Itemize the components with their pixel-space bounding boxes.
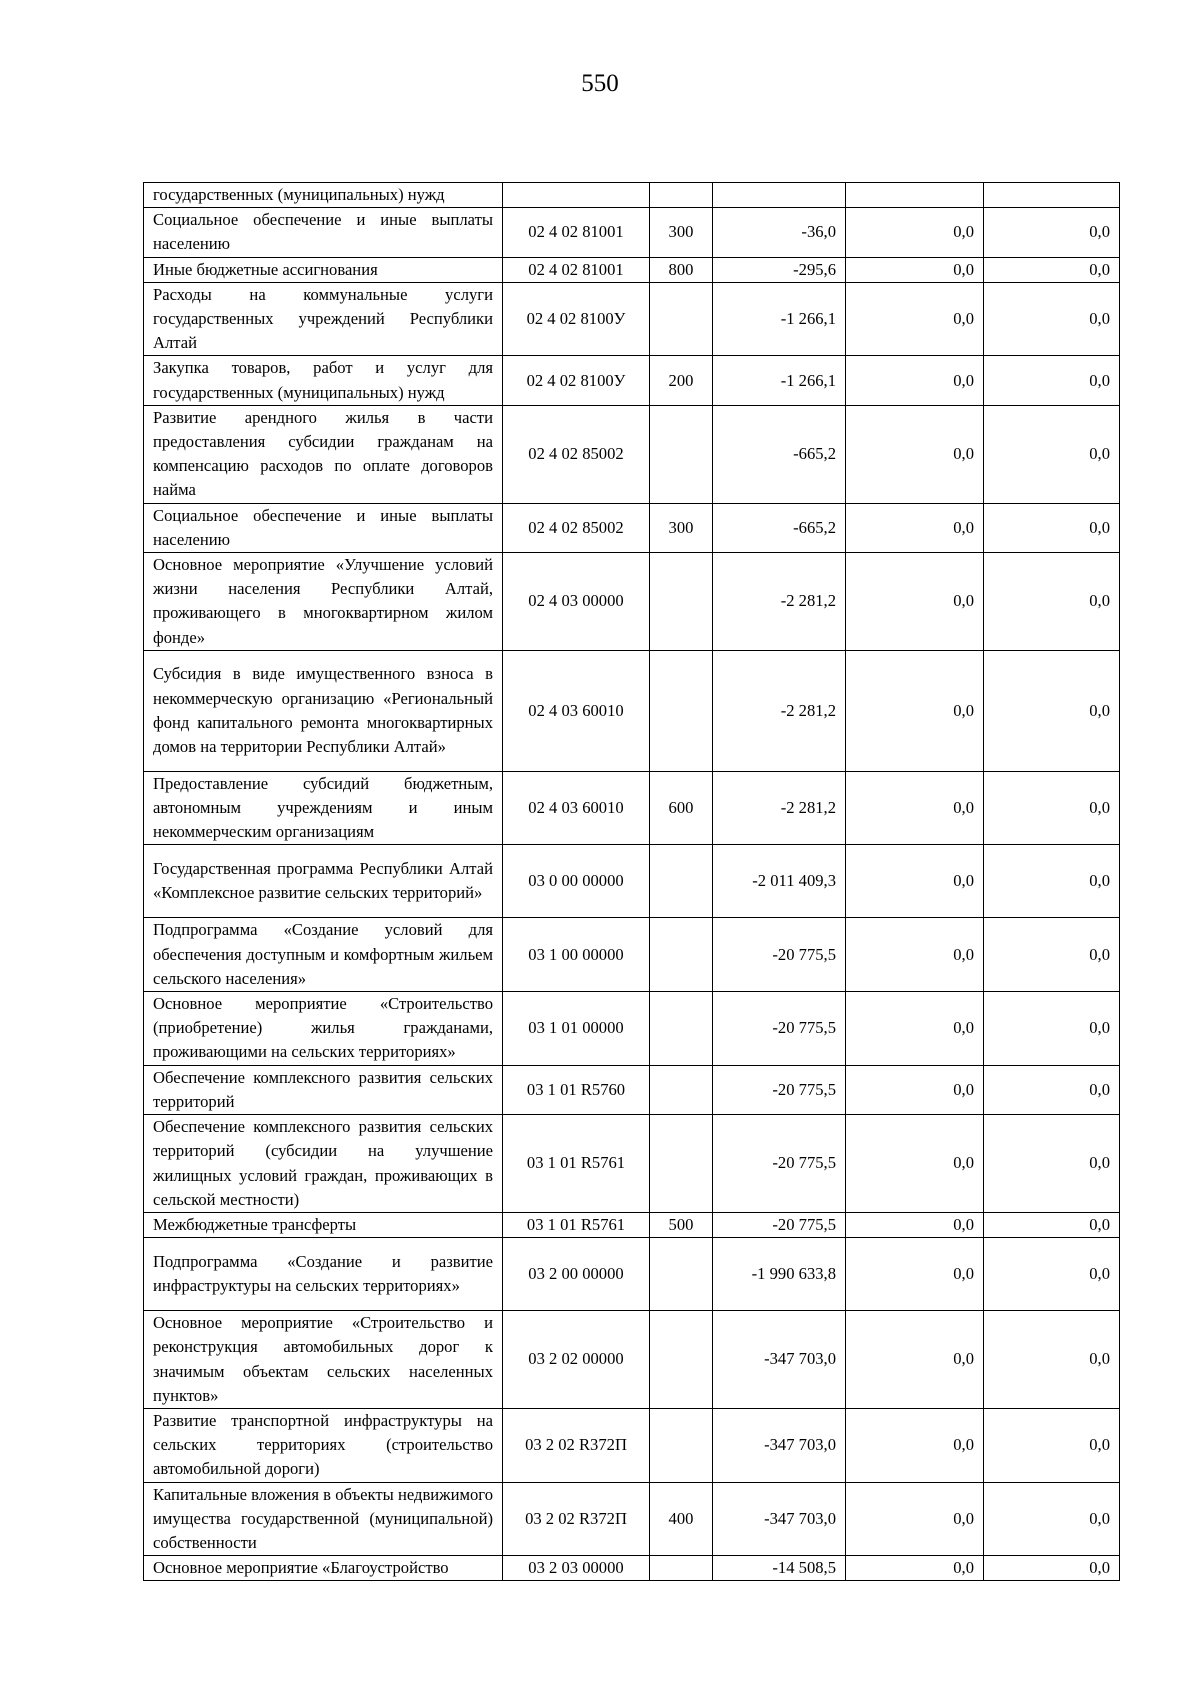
row-code: 02 4 03 60010: [503, 771, 650, 845]
row-code: 02 4 02 8100У: [503, 356, 650, 405]
row-value-2: 0,0: [846, 553, 984, 651]
row-name: государственных (муниципальных) нужд: [144, 183, 503, 208]
table-row: [144, 1238, 1120, 1311]
row-value-2: 0,0: [846, 208, 984, 257]
row-code: 03 2 02 00000: [503, 1311, 650, 1409]
row-code: 03 2 02 R372П: [503, 1408, 650, 1482]
row-value-3: 0,0: [984, 356, 1120, 405]
row-code: 03 1 01 R5761: [503, 1115, 650, 1213]
row-name: Капитальные вложения в объекты недвижимого имущества государственной (муниципальной) собственности: [144, 1482, 503, 1556]
table-row: [144, 257, 1120, 282]
row-value-3: [984, 183, 1120, 208]
row-value-3: 0,0: [984, 282, 1120, 356]
row-value-3: 0,0: [984, 918, 1120, 992]
row-name: Подпрограмма «Создание и развитие инфраструктуры на сельских территориях»: [144, 1238, 503, 1311]
row-code: 03 2 00 00000: [503, 1238, 650, 1311]
row-code: 03 1 01 R5761: [503, 1212, 650, 1237]
row-value-1: [713, 183, 846, 208]
budget-table-body: [144, 183, 1120, 1581]
table-row: [144, 1212, 1120, 1237]
row-name: Основное мероприятие «Улучшение условий жизни населения Республики Алтай, проживающего в многоквартирном жилом фонде»: [144, 553, 503, 651]
row-code: 03 1 00 00000: [503, 918, 650, 992]
row-name: Расходы на коммунальные услуги государственных учреждений Республики Алтай: [144, 282, 503, 356]
table-row: [144, 1408, 1120, 1482]
row-name: Государственная программа Республики Алтай «Комплексное развитие сельских территорий»: [144, 845, 503, 918]
row-value-2: 0,0: [846, 1212, 984, 1237]
row-value-1: -347 703,0: [713, 1408, 846, 1482]
row-value-1: -2 281,2: [713, 650, 846, 771]
row-expense-type: [650, 282, 713, 356]
row-value-2: 0,0: [846, 1482, 984, 1556]
row-value-3: 0,0: [984, 503, 1120, 552]
row-expense-type: [650, 918, 713, 992]
row-name: Обеспечение комплексного развития сельских территорий (субсидии на улучшение жилищных условий граждан, проживающих в сельской местности): [144, 1115, 503, 1213]
row-expense-type: [650, 650, 713, 771]
row-value-3: 0,0: [984, 1482, 1120, 1556]
row-value-1: -2 281,2: [713, 553, 846, 651]
row-value-3: 0,0: [984, 1311, 1120, 1409]
row-value-1: -295,6: [713, 257, 846, 282]
row-expense-type: [650, 992, 713, 1066]
row-code: 02 4 03 00000: [503, 553, 650, 651]
row-value-2: 0,0: [846, 405, 984, 503]
row-expense-type: 300: [650, 208, 713, 257]
table-row: [144, 183, 1120, 208]
row-name: Основное мероприятие «Строительство и реконструкция автомобильных дорог к значимым объектам сельских населенных пунктов»: [144, 1311, 503, 1409]
row-value-2: 0,0: [846, 1556, 984, 1581]
row-name: Основное мероприятие «Благоустройство: [144, 1556, 503, 1581]
row-value-1: -1 990 633,8: [713, 1238, 846, 1311]
table-row: [144, 1556, 1120, 1581]
row-code: [503, 183, 650, 208]
table-row: [144, 992, 1120, 1066]
row-value-2: 0,0: [846, 1311, 984, 1409]
row-value-3: 0,0: [984, 208, 1120, 257]
row-value-2: 0,0: [846, 503, 984, 552]
row-value-1: -347 703,0: [713, 1482, 846, 1556]
page-number: 550: [581, 70, 619, 97]
row-value-1: -20 775,5: [713, 918, 846, 992]
table-row: [144, 1482, 1120, 1556]
row-value-2: 0,0: [846, 1408, 984, 1482]
table-row: [144, 405, 1120, 503]
row-name: Межбюджетные трансферты: [144, 1212, 503, 1237]
row-value-2: 0,0: [846, 356, 984, 405]
row-code: 03 1 01 R5760: [503, 1065, 650, 1114]
row-expense-type: [650, 405, 713, 503]
row-code: 02 4 02 85002: [503, 405, 650, 503]
row-expense-type: [650, 553, 713, 651]
budget-table: [143, 182, 1120, 1581]
row-code: 03 2 02 R372П: [503, 1482, 650, 1556]
table-row: [144, 845, 1120, 918]
row-name: Социальное обеспечение и иные выплаты населению: [144, 503, 503, 552]
table-row: [144, 650, 1120, 771]
row-value-3: 0,0: [984, 405, 1120, 503]
row-expense-type: [650, 1311, 713, 1409]
row-code: 02 4 02 81001: [503, 208, 650, 257]
row-name: Иные бюджетные ассигнования: [144, 257, 503, 282]
row-value-2: 0,0: [846, 1065, 984, 1114]
row-value-2: 0,0: [846, 992, 984, 1066]
table-row: [144, 1311, 1120, 1409]
row-code: 03 2 03 00000: [503, 1556, 650, 1581]
row-expense-type: [650, 1408, 713, 1482]
row-value-3: 0,0: [984, 1065, 1120, 1114]
row-value-2: 0,0: [846, 771, 984, 845]
row-value-3: 0,0: [984, 1238, 1120, 1311]
row-code: 02 4 02 8100У: [503, 282, 650, 356]
row-name: Основное мероприятие «Строительство (приобретение) жилья гражданами, проживающими на сельских территориях»: [144, 992, 503, 1066]
row-value-1: -665,2: [713, 503, 846, 552]
table-row: [144, 553, 1120, 651]
row-expense-type: 800: [650, 257, 713, 282]
table-row: [144, 1065, 1120, 1114]
row-value-2: 0,0: [846, 1115, 984, 1213]
row-value-2: [846, 183, 984, 208]
row-expense-type: [650, 1238, 713, 1311]
row-value-1: -14 508,5: [713, 1556, 846, 1581]
row-code: 02 4 03 60010: [503, 650, 650, 771]
row-value-1: -20 775,5: [713, 1065, 846, 1114]
row-value-2: 0,0: [846, 650, 984, 771]
row-value-2: 0,0: [846, 845, 984, 918]
table-row: [144, 282, 1120, 356]
row-value-2: 0,0: [846, 918, 984, 992]
table-row: [144, 1115, 1120, 1213]
row-expense-type: 500: [650, 1212, 713, 1237]
row-expense-type: [650, 183, 713, 208]
row-value-3: 0,0: [984, 650, 1120, 771]
row-value-3: 0,0: [984, 553, 1120, 651]
row-name: Подпрограмма «Создание условий для обеспечения доступным и комфортным жильем сельского населения»: [144, 918, 503, 992]
row-value-3: 0,0: [984, 257, 1120, 282]
row-expense-type: [650, 845, 713, 918]
row-code: 03 0 00 00000: [503, 845, 650, 918]
row-code: 02 4 02 85002: [503, 503, 650, 552]
row-value-3: 0,0: [984, 1556, 1120, 1581]
row-value-3: 0,0: [984, 845, 1120, 918]
row-value-2: 0,0: [846, 257, 984, 282]
table-row: [144, 356, 1120, 405]
row-expense-type: 600: [650, 771, 713, 845]
row-value-1: -1 266,1: [713, 356, 846, 405]
row-expense-type: [650, 1065, 713, 1114]
row-value-3: 0,0: [984, 1408, 1120, 1482]
row-value-1: -2 281,2: [713, 771, 846, 845]
row-name: Развитие транспортной инфраструктуры на сельских территориях (строительство автомобильной дороги): [144, 1408, 503, 1482]
row-name: Закупка товаров, работ и услуг для государственных (муниципальных) нужд: [144, 356, 503, 405]
row-expense-type: 300: [650, 503, 713, 552]
table-row: [144, 771, 1120, 845]
row-value-1: -20 775,5: [713, 1115, 846, 1213]
row-value-3: 0,0: [984, 1115, 1120, 1213]
table-row: [144, 918, 1120, 992]
row-name: Развитие арендного жилья в части предоставления субсидии гражданам на компенсацию расходов по оплате договоров найма: [144, 405, 503, 503]
row-value-1: -2 011 409,3: [713, 845, 846, 918]
row-name: Предоставление субсидий бюджетным, автономным учреждениям и иным некоммерческим организациям: [144, 771, 503, 845]
row-value-1: -36,0: [713, 208, 846, 257]
row-name: Обеспечение комплексного развития сельских территорий: [144, 1065, 503, 1114]
table-row: [144, 503, 1120, 552]
row-name: Социальное обеспечение и иные выплаты населению: [144, 208, 503, 257]
row-expense-type: [650, 1556, 713, 1581]
row-value-1: -20 775,5: [713, 992, 846, 1066]
row-value-1: -20 775,5: [713, 1212, 846, 1237]
row-code: 02 4 02 81001: [503, 257, 650, 282]
row-value-2: 0,0: [846, 1238, 984, 1311]
row-value-1: -665,2: [713, 405, 846, 503]
row-value-3: 0,0: [984, 1212, 1120, 1237]
row-name: Субсидия в виде имущественного взноса в некоммерческую организацию «Региональный фонд капитального ремонта многоквартирных домов на территории Республики Алтай»: [144, 650, 503, 771]
row-value-3: 0,0: [984, 771, 1120, 845]
row-value-2: 0,0: [846, 282, 984, 356]
row-expense-type: 200: [650, 356, 713, 405]
row-value-3: 0,0: [984, 992, 1120, 1066]
row-expense-type: 400: [650, 1482, 713, 1556]
table-row: [144, 208, 1120, 257]
row-expense-type: [650, 1115, 713, 1213]
row-value-1: -1 266,1: [713, 282, 846, 356]
row-value-1: -347 703,0: [713, 1311, 846, 1409]
row-code: 03 1 01 00000: [503, 992, 650, 1066]
